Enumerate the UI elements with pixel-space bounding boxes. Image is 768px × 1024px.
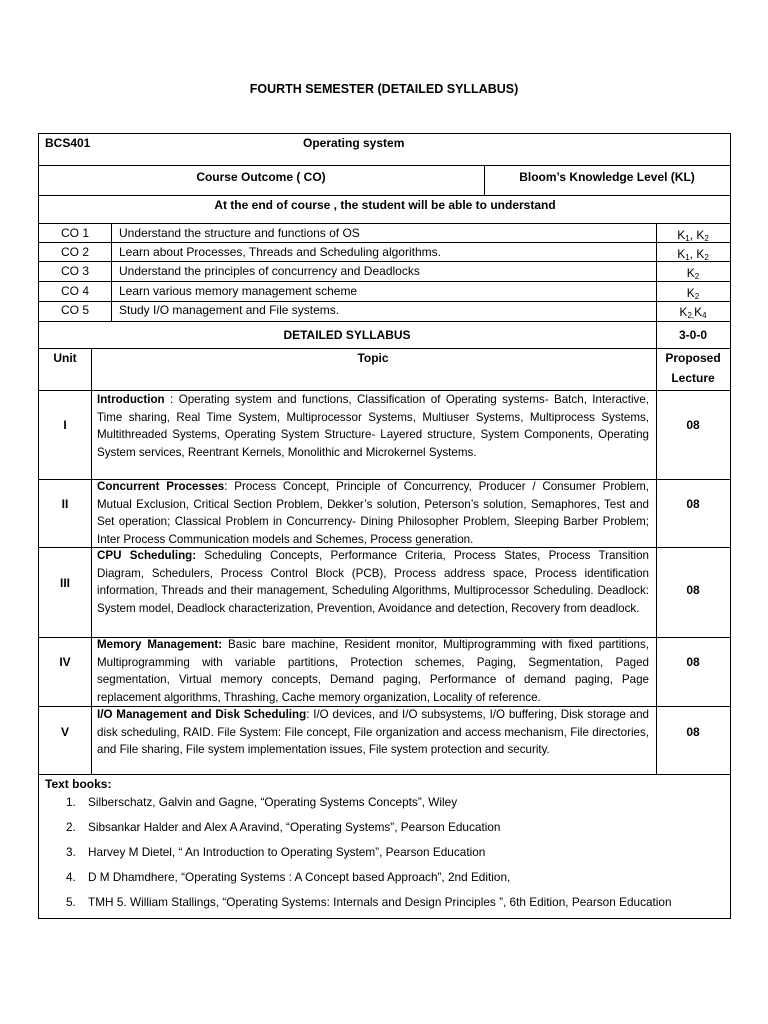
unit-topic — [97, 391, 649, 461]
kl-a-sub: 2 — [694, 292, 700, 301]
column-lecture-2: Lecture — [671, 371, 715, 385]
ltp-value: 3-0-0 — [678, 328, 707, 342]
course-intro-line: At the end of course , the student will be able to understand — [214, 198, 556, 212]
co-id: CO 3 — [60, 264, 89, 278]
row-divider — [39, 261, 730, 262]
kl-a: K — [677, 247, 686, 261]
unit-lectures: 08 — [686, 497, 700, 511]
textbook-number: 4. — [66, 870, 76, 884]
co-header-outcome: Course Outcome ( CO) — [196, 170, 326, 184]
co-text: Understand the principles of concurrency and Deadlocks — [119, 264, 420, 278]
textbook-text: Harvey M Dietel, “ An Introduction to Operating System”, Pearson Education — [88, 845, 486, 859]
textbook-number: 2. — [66, 820, 76, 834]
kl-b: K — [696, 247, 705, 261]
page-title: FOURTH SEMESTER (DETAILED SYLLABUS) — [249, 82, 519, 96]
col-divider — [91, 348, 92, 774]
unit-topic-body: Basic bare machine, Resident monitor, Multiprogramming with fixed partitions, Multiprogramming with variable partitions, Protection schemes, Paging, Segmentation, Paged segmentation, Virtual memory concepts, Demand paging, Performance of demand paging, Page replacement algorithms, Thrashing, Cache memory organization, Locality of reference. — [97, 638, 649, 704]
unit-topic — [97, 636, 649, 706]
unit-number: II — [61, 497, 69, 511]
unit-lectures: 08 — [686, 583, 700, 597]
textbook-number: 5. — [66, 895, 76, 909]
co-kl — [656, 286, 730, 301]
textbook-item — [66, 820, 500, 835]
co-kl — [656, 247, 730, 262]
co-kl — [656, 228, 730, 243]
unit-number: IV — [59, 655, 71, 669]
row-divider — [39, 223, 730, 224]
col-divider — [111, 223, 112, 321]
textbook-item — [66, 870, 510, 885]
row-divider — [39, 165, 730, 166]
kl-a: K — [686, 266, 695, 280]
kl-a-sub: 2, — [687, 311, 695, 320]
unit-topic-head: I/O Management and Disk Scheduling — [97, 708, 307, 721]
unit-topic-body: : Process Concept, Principle of Concurrency, Producer / Consumer Problem, Mutual Exclusion, Critical Section Problem, Dekker’s solution, Peterson’s solution, Semaphores, Test and Set operation; Classical Problem in Concurrency- Dining Philosopher Problem, Sleeping Barber Problem; Inter Process Communication models and Schemes, Process generation. — [97, 480, 649, 546]
row-divider — [39, 348, 730, 349]
kl-b-sub: 4 — [702, 311, 707, 320]
textbook-item — [66, 795, 457, 810]
unit-topic-head: Concurrent Processes — [97, 480, 225, 493]
col-divider — [656, 348, 657, 774]
kl-a-sub: 1 — [685, 253, 690, 262]
co-header-bloom: Bloom’s Knowledge Level (KL) — [519, 170, 695, 184]
unit-lectures: 08 — [686, 725, 700, 739]
kl-b-sub: 2 — [704, 234, 709, 243]
unit-topic-body: : I/O devices, and I/O subsystems, I/O buffering, Disk storage and disk scheduling, RAID. File System: File concept, File organization and access mechanism, File directories, and File sharing, File system implementation issues, File system protection and security. — [97, 708, 649, 756]
kl-a: K — [677, 228, 686, 242]
textbook-item — [66, 895, 672, 910]
unit-topic-head: Introduction — [97, 393, 165, 406]
unit-lectures: 08 — [686, 418, 700, 432]
kl-b: K — [696, 228, 705, 242]
column-topic: Topic — [357, 351, 389, 365]
detailed-syllabus-title: DETAILED SYLLABUS — [283, 328, 411, 342]
textbook-number: 3. — [66, 845, 76, 859]
kl-sep: , — [689, 247, 697, 261]
unit-number: III — [59, 576, 70, 590]
row-divider — [39, 774, 730, 775]
unit-topic — [97, 547, 649, 617]
unit-topic-head: Memory Management: — [97, 638, 223, 651]
column-lecture-1: Proposed — [665, 351, 721, 365]
textbook-text: TMH 5. William Stallings, “Operating Systems: Internals and Design Principles ”, 6th Edition, Pearson Education — [88, 895, 672, 909]
unit-topic-body: Scheduling Concepts, Performance Criteria, Process States, Process Transition Diagram, Schedulers, Process Control Block (PCB), Process address space, Process identification information, Threads and their management, Scheduling Algorithms, Multiprocessor Scheduling. Deadlock: System model, Deadlock characterization, Prevention, Avoidance and detection, Recovery from deadlock. — [97, 549, 649, 615]
kl-a: K — [686, 286, 695, 300]
textbook-number: 1. — [66, 795, 76, 809]
co-kl — [656, 266, 730, 281]
kl-sep: , — [689, 228, 697, 242]
course-name: Operating system — [303, 136, 405, 150]
kl-a: K — [679, 305, 688, 319]
unit-lectures: 08 — [686, 655, 700, 669]
unit-number: V — [60, 725, 69, 739]
kl-a-sub: 1 — [685, 234, 690, 243]
row-divider — [39, 195, 730, 196]
kl-b-sub: 2 — [704, 253, 709, 262]
co-kl — [656, 305, 730, 320]
textbooks-label: Text books: — [45, 777, 112, 791]
textbook-item — [66, 845, 485, 860]
co-id: CO 1 — [60, 226, 89, 240]
textbook-text: Sibsankar Halder and Alex A Aravind, “Operating Systems”, Pearson Education — [88, 820, 501, 834]
row-divider — [39, 281, 730, 282]
co-text: Understand the structure and functions of OS — [119, 226, 360, 240]
co-text: Learn various memory management scheme — [119, 284, 358, 298]
unit-topic — [97, 478, 649, 548]
co-id: CO 5 — [60, 303, 89, 317]
unit-number: I — [63, 418, 67, 432]
unit-topic-body: : Operating system and functions, Classification of Operating systems- Batch, Interactive, Time sharing, Real Time System, Multiprocessor Systems, Multiuser Systems, Multiprocess Systems, Multithreaded Systems, Operating System Structure- Layered structure, System Components, Operating System services, Reentrant Kernels, Monolithic and Microkernel Systems. — [97, 393, 649, 459]
co-text: Study I/O management and File systems. — [119, 303, 340, 317]
row-divider — [39, 242, 730, 243]
textbook-text: D M Dhamdhere, “Operating Systems : A Concept based Approach”, 2nd Edition, — [88, 870, 511, 884]
co-id: CO 4 — [60, 284, 89, 298]
course-code: BCS401 — [45, 136, 91, 150]
unit-topic — [97, 706, 649, 759]
row-divider — [39, 301, 730, 302]
textbook-text: Silberschatz, Galvin and Gagne, “Operating Systems Concepts”, Wiley — [88, 795, 458, 809]
column-unit: Unit — [53, 351, 77, 365]
kl-a-sub: 2 — [694, 272, 700, 281]
co-text: Learn about Processes, Threads and Scheduling algorithms. — [119, 245, 441, 259]
unit-topic-head: CPU Scheduling: — [97, 549, 197, 562]
kl-b: K — [694, 305, 703, 319]
row-divider — [39, 321, 730, 322]
co-id: CO 2 — [60, 245, 89, 259]
